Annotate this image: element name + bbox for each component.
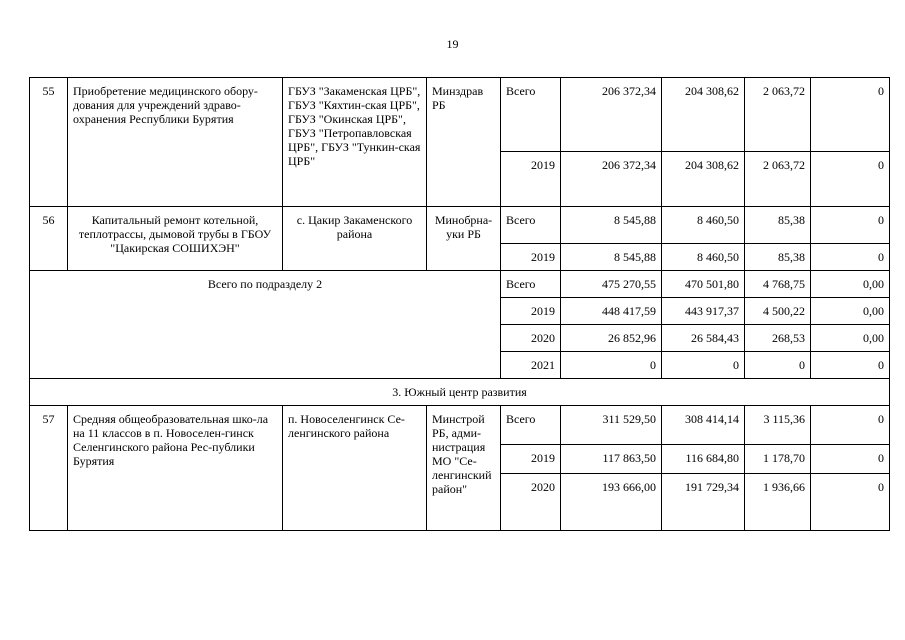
period-label: 2019: [501, 445, 561, 474]
amount-federal: 308 414,14: [662, 406, 745, 445]
period-label: 2021: [501, 352, 561, 379]
row-number: 56: [30, 207, 68, 271]
amount-federal: 470 501,80: [662, 271, 745, 298]
amount-federal: 26 584,43: [662, 325, 745, 352]
amount-total: 8 545,88: [561, 244, 662, 271]
responsible-org: Минстрой РБ, адми-нистрация МО "Се-ленгинский район": [427, 406, 501, 531]
responsible-org: Минздрав РБ: [427, 78, 501, 207]
amount-regional: 4 768,75: [745, 271, 811, 298]
period-label: Всего: [501, 78, 561, 152]
period-label: 2020: [501, 325, 561, 352]
amount-regional: 268,53: [745, 325, 811, 352]
project-location: ГБУЗ "Закаменская ЦРБ", ГБУЗ "Кяхтин-ская ЦРБ", ГБУЗ "Окинская ЦРБ", ГБУЗ "Петропавловская ЦРБ", ГБУЗ "Тункин-ская ЦРБ": [283, 78, 427, 207]
amount-federal: 116 684,80: [662, 445, 745, 474]
amount-other: 0: [811, 244, 890, 271]
budget-table: [29, 77, 890, 531]
amount-regional: 1 178,70: [745, 445, 811, 474]
amount-total: 206 372,34: [561, 78, 662, 152]
project-location: с. Цакир Закаменского района: [283, 207, 427, 271]
row-number: 55: [30, 78, 68, 207]
amount-total: 311 529,50: [561, 406, 662, 445]
row-number: 57: [30, 406, 68, 531]
table-row: [30, 207, 890, 244]
subtotal-row: [30, 271, 890, 298]
amount-total: 0: [561, 352, 662, 379]
amount-total: 8 545,88: [561, 207, 662, 244]
period-label: Всего: [501, 207, 561, 244]
section-title: 3. Южный центр развития: [30, 379, 890, 406]
period-label: 2019: [501, 244, 561, 271]
amount-total: 475 270,55: [561, 271, 662, 298]
subtotal-label: Всего по подразделу 2: [30, 271, 501, 379]
period-label: Всего: [501, 406, 561, 445]
amount-federal: 8 460,50: [662, 207, 745, 244]
amount-regional: 1 936,66: [745, 474, 811, 531]
amount-other: 0: [811, 352, 890, 379]
table-row: [30, 406, 890, 445]
amount-other: 0,00: [811, 298, 890, 325]
amount-other: 0: [811, 78, 890, 152]
period-label: 2019: [501, 298, 561, 325]
period-label: 2019: [501, 152, 561, 207]
amount-other: 0: [811, 474, 890, 531]
amount-other: 0,00: [811, 271, 890, 298]
amount-federal: 204 308,62: [662, 78, 745, 152]
amount-regional: 85,38: [745, 207, 811, 244]
project-name: Капитальный ремонт котельной, теплотрассы, дымовой трубы в ГБОУ "Цакирская СОШИХЭН": [68, 207, 283, 271]
project-name: Средняя общеобразовательная шко-ла на 11 классов в п. Новоселен-гинск Селенгинского района Рес-публики Бурятия: [68, 406, 283, 531]
amount-federal: 0: [662, 352, 745, 379]
amount-other: 0: [811, 152, 890, 207]
amount-regional: 4 500,22: [745, 298, 811, 325]
amount-regional: 3 115,36: [745, 406, 811, 445]
amount-regional: 2 063,72: [745, 152, 811, 207]
amount-total: 193 666,00: [561, 474, 662, 531]
responsible-org: Минобрна-уки РБ: [427, 207, 501, 271]
amount-regional: 85,38: [745, 244, 811, 271]
section-row: [30, 379, 890, 406]
amount-federal: 191 729,34: [662, 474, 745, 531]
amount-other: 0,00: [811, 325, 890, 352]
amount-total: 117 863,50: [561, 445, 662, 474]
period-label: Всего: [501, 271, 561, 298]
amount-federal: 8 460,50: [662, 244, 745, 271]
amount-total: 206 372,34: [561, 152, 662, 207]
table-row: [30, 78, 890, 152]
amount-federal: 443 917,37: [662, 298, 745, 325]
amount-total: 26 852,96: [561, 325, 662, 352]
period-label: 2020: [501, 474, 561, 531]
amount-other: 0: [811, 445, 890, 474]
amount-other: 0: [811, 406, 890, 445]
amount-regional: 2 063,72: [745, 78, 811, 152]
amount-total: 448 417,59: [561, 298, 662, 325]
project-name: Приобретение медицинского обору-дования для учреждений здраво-охранения Республики Бурятия: [68, 78, 283, 207]
project-location: п. Новоселенгинск Се-ленгинского района: [283, 406, 427, 531]
amount-federal: 204 308,62: [662, 152, 745, 207]
amount-regional: 0: [745, 352, 811, 379]
page-number: 19: [446, 37, 459, 51]
amount-other: 0: [811, 207, 890, 244]
